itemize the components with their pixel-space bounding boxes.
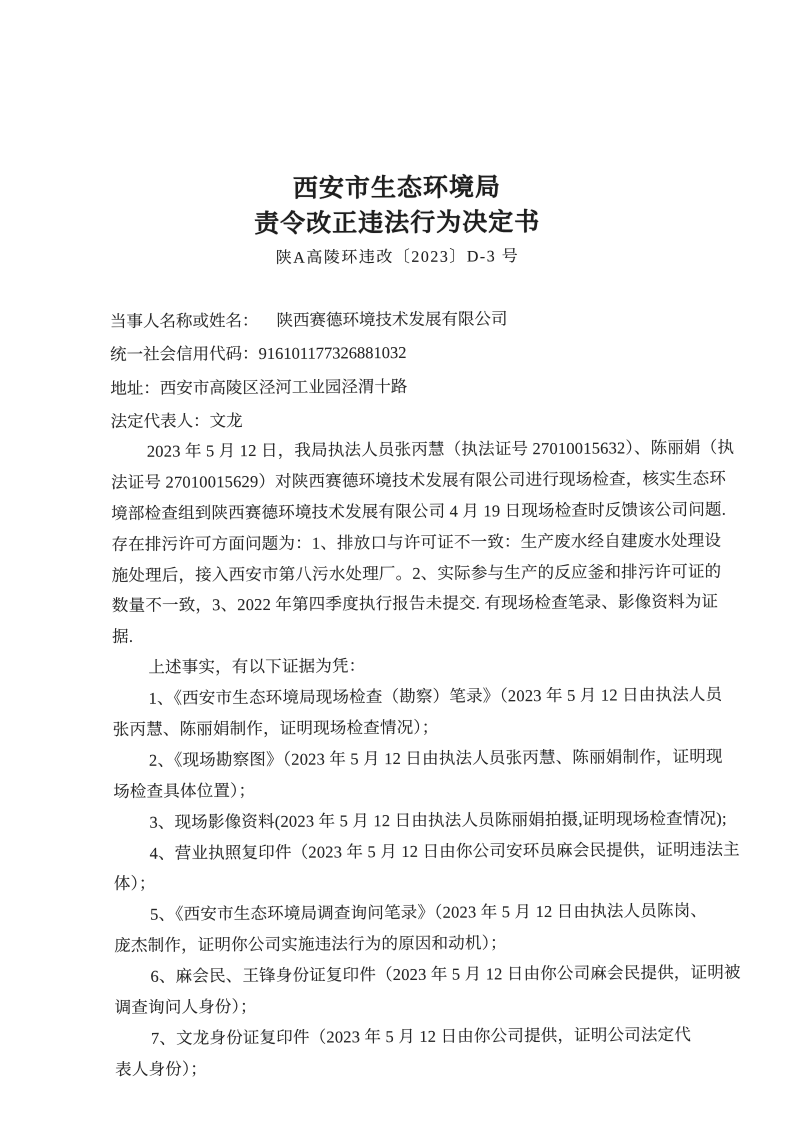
field-address xyxy=(110,368,716,406)
field-credit-code xyxy=(110,334,716,372)
body-line: 4、营业执照复印件（2023 年 5 月 12 日由你公司安环员麻会民提供，证明违法主 xyxy=(149,839,740,863)
body-line: 5、《西安市生态环境局调查询问笔录》（2023 年 5 月 12 日由执法人员陈岗、 xyxy=(149,901,708,925)
body-line: 上述事实，有以下证据为凭： xyxy=(148,656,366,677)
body-line: 据. xyxy=(112,627,134,647)
field-party-name-label: 当事人名称或姓名： xyxy=(109,310,259,332)
field-party-name xyxy=(110,301,716,339)
field-legal-representative-label: 法定代表人： xyxy=(110,411,210,432)
body-line: 7、文龙身份证复印件（2023 年 5 月 12 日由你公司提供，证明公司法定代 xyxy=(150,1024,692,1048)
body-line: 场检查具体位置）； xyxy=(113,780,256,801)
field-credit-code-label: 统一社会信用代码： xyxy=(110,344,259,365)
body-line: 庞杰制作，证明你公司实施违法行为的原因和动机）； xyxy=(114,933,507,956)
body-line: 法证号 27010015629）对陕西赛德环境技术发展有限公司进行现场检查，核实生态环 xyxy=(110,468,727,492)
party-info-fields xyxy=(110,301,717,439)
body-line: 3、现场影像资料(2023 年 5 月 12 日由执法人员陈丽娟拍摄,证明现场检查情况); xyxy=(149,808,727,832)
field-credit-code-value: 916101177326881032 xyxy=(258,343,407,364)
body-line: 2023 年 5 月 12 日，我局执法人员张丙慧（执法证号 27010015632）、陈丽娟（执 xyxy=(146,437,735,461)
body-line: 施处理后，接入西安市第八污水处理厂。2、实际参与生产的反应釜和排污许可证的 xyxy=(111,561,722,585)
body-line: 张丙慧、陈丽娟制作，证明现场检查情况）； xyxy=(112,717,439,740)
document-title-line2: 责令改正违法行为决定书 xyxy=(254,208,541,239)
body-line: 1、《西安市生态环境局现场检查（勘察）笔录》（2023 年 5 月 12 日由执法人员 xyxy=(148,684,723,708)
field-address-label: 地址： xyxy=(110,378,160,398)
field-address-value: 西安市高陵区泾河工业园泾渭十路 xyxy=(159,376,408,398)
body-line: 6、麻会民、王锋身份证复印件（2023 年 5 月 12 日由你公司麻会民提供，证明被 xyxy=(150,962,741,986)
field-legal-representative-value: 文龙 xyxy=(209,411,243,431)
document-body xyxy=(110,433,741,1086)
document-title-line1: 西安市生态环境局 xyxy=(292,173,502,203)
body-line: 体）； xyxy=(113,874,156,894)
body-line: 境部检查组到陕西赛德环境技术发展有限公司 4 月 19 日现场检查时反馈该公司问题. xyxy=(111,499,727,523)
body-line: 存在排污许可方面问题为：1、排放口与许可证不一致：生产废水经自建废水处理设 xyxy=(111,530,722,554)
body-line: 表人身份）； xyxy=(115,1059,208,1079)
body-line: 2、《现场勘察图》（2023 年 5 月 12 日由执法人员张丙慧、陈丽娟制作，证明现 xyxy=(148,746,723,770)
document-number: 陕A高陵环违改〔2023〕D-3 号 xyxy=(275,248,520,267)
field-party-name-value: 陕西赛德环境技术发展有限公司 xyxy=(276,309,508,330)
body-line: 数量不一致，3、2022 年第四季度执行报告未提交. 有现场检查笔录、影像资料为证 xyxy=(111,592,719,616)
body-line: 调查询问人身份）； xyxy=(114,997,257,1018)
